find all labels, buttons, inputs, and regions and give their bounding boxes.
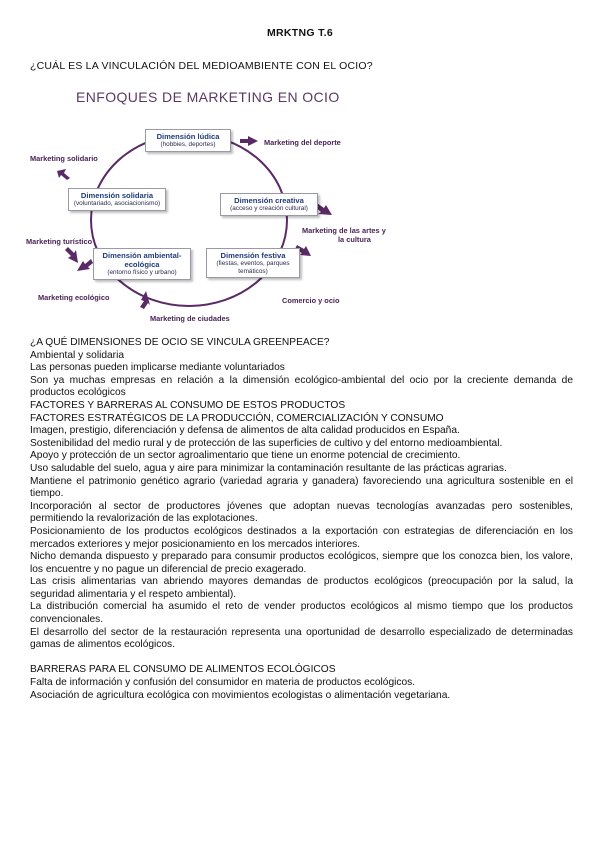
approach-arrows [57,136,332,309]
arrow-solidario-icon [57,169,70,180]
dimension-solidaria-detail: (voluntariado, asociacionismo) [73,200,161,207]
arrow-turistico-icon [65,247,78,263]
label-marketing-turistico: Marketing turístico [26,237,93,246]
factor-item: Mantiene el patrimonio genético agrario (variedad agraria y ganadera) favoreciendo una agricultura sostenible en el tiempo. [30,475,573,500]
dimension-ring [91,134,287,306]
factor-item: Imagen, prestigio, diferenciación y defensa de alimentos de alta calidad producidos en España. [30,425,460,437]
dimension-creativa-name: Dimensión creativa [234,196,304,205]
dimension-ambiental-box [93,248,191,280]
dimension-ambiental-name: Dimensión ambiental-ecológica [102,251,182,269]
factor-item: Apoyo y protección de un sector agroalimentario que tiene un enorme potencial de crecimiento. [30,450,461,462]
question-heading-1: ¿CUÁL ES LA VINCULACIÓN DEL MEDIOAMBIENTE CON EL OCIO? [30,60,373,72]
barrier-item: Asociación de agricultura ecológica con movimientos ecologistas o alimentación vegetariana. [30,689,451,701]
arrow-deporte-icon [240,136,258,146]
answer-line: Ambiental y solidaria [30,349,124,361]
answer-line: Son ya muchas empresas en relación a la dimensión ecológico-ambiental del ocio por la creciente demanda de productos ecológicos [30,374,573,399]
dimension-creativa-detail: (acceso y creación cultural) [230,205,308,212]
dimension-festiva-detail: (fiestas, eventos, parques temáticos) [216,260,290,275]
arrow-ciudades-icon [140,291,150,309]
factor-item: Las crisis alimentarias van abriendo mayores demandas de productos ecológicos (preocupación por la salud, la seguridad alimentaria y el respeto ambiental). [30,576,573,600]
dimension-solidaria-box [68,188,166,211]
label-marketing-deporte: Marketing del deporte [264,138,341,147]
section-heading-barriers: BARRERAS PARA EL CONSUMO DE ALIMENTOS ECOLÓGICOS [30,664,336,676]
paragraph-gap [30,652,573,665]
dimension-ludica-detail: (hobbies, deportes) [160,141,216,148]
factor-item: Posicionamiento de los productos ecológicos destinados a la exportación con estrategias de diferenciación en los mercados exteriores y mejor posicionamiento en los mercados interiores. [30,525,573,550]
label-marketing-artes: Marketing de las artes y [302,226,386,235]
label-marketing-ecologico: Marketing ecológico [38,293,110,302]
dimension-ambiental-detail: (entorno físico y urbano) [107,269,177,276]
arrow-ecologico-icon [77,259,93,271]
label-comercio-ocio: Comercio y ocio [282,296,340,305]
factor-item: Uso saludable del suelo, agua y aire para minimizar la contaminación resultante de las prácticas agrarias. [30,462,507,474]
factor-item: El desarrollo del sector de la restauración representa una oportunidad de desarrollo especializado de determinadas gamas de alimentos ecológicos. [30,626,573,651]
question-heading-2: ¿A QUÉ DIMENSIONES DE OCIO SE VINCULA GREENPEACE? [30,337,330,348]
factor-item: Sostenibilidad del medio rural y de protección de las superficies de cultivo y del entorno medioambiental. [30,437,503,449]
dimension-creativa-box [220,193,318,216]
factor-item: La distribución comercial ha asumido el reto de vender productos ecológicos al mismo tiempo que los productos convencionales. [30,601,573,626]
dimension-solidaria-name: Dimensión solidaria [80,191,154,200]
factor-item: Incorporación al sector de productores jóvenes que adoptan nuevas tecnologías avanzadas pero sostenibles, permitiendo la revalorización de las explotaciones. [30,500,573,525]
label-marketing-solidario: Marketing solidario [30,154,98,163]
section-heading-factors: FACTORES Y BARRERAS AL CONSUMO DE ESTOS PRODUCTOS [30,399,346,411]
section-heading-strategic: FACTORES ESTRATÉGICOS DE LA PRODUCCIÓN, COMERCIALIZACIÓN Y CONSUMO [30,412,444,424]
factor-item: Nicho demanda dispuesto y preparado para consumir productos ecológicos, siempre que los conozca bien, los valore, los encuentre y no pague un diferencial de precio exagerado. [30,551,573,575]
dimension-ludica-name: Dimensión lúdica [156,132,220,141]
marketing-diagram [20,84,410,329]
label-marketing-cultura: la cultura [338,235,371,244]
document-body [30,337,573,702]
dimension-festiva-name: Dimensión festiva [220,251,286,260]
dimension-ludica-box [145,129,231,152]
label-marketing-ciudades: Marketing de ciudades [150,314,230,323]
dimension-festiva-box [206,248,300,278]
diagram-title: ENFOQUES DE MARKETING EN OCIO [76,89,340,105]
document-title: MRKTNG T.6 [267,27,333,39]
barrier-item: Falta de información y confusión del consumidor en materia de productos ecológicos. [30,677,416,689]
answer-line: Las personas pueden implicarse mediante voluntariados [30,362,285,374]
